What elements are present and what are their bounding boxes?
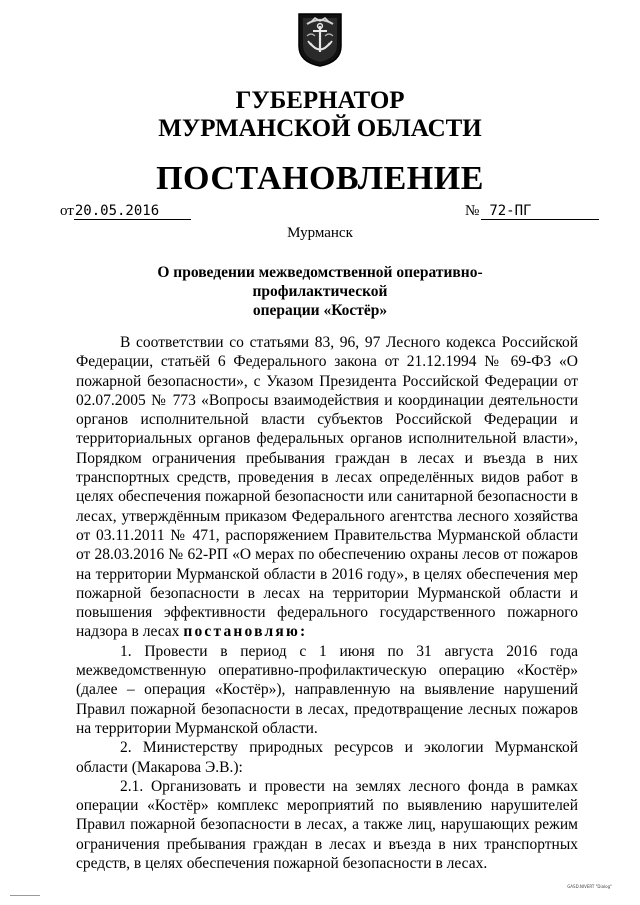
body-paragraph-preamble [76, 333, 578, 642]
footer-divider [10, 895, 40, 896]
number-prefix: № [465, 203, 480, 219]
document-number: 72-ПГ [481, 203, 599, 220]
document-body [76, 333, 578, 873]
subject-line1: О проведении межведомственной оперативно-профилактической [157, 264, 483, 300]
body-paragraph-2: 2. Министерству природных ресурсов и экологии Мурманской области (Макарова Э.В.): [76, 739, 578, 776]
decree-word: постановляю: [183, 623, 308, 641]
coat-of-arms-icon [297, 12, 343, 68]
footer-system-code: GASD.NIVERT "Dialog" [567, 884, 612, 889]
body-paragraph-1: 1. Провести в период с 1 июня по 31 августа 2016 года межведомственную оперативно-профилактическую операцию «Костёр» (далее – операция «Костёр»), направленную на выявление нарушений Правил пожарной безопасности в лесах, предотвращение лесных пожаров на территории Мурманской области. [76, 642, 578, 737]
subject-line2: операции «Костёр» [252, 302, 388, 319]
preamble-text: В соответствии со статьями 83, 96, 97 Лесного кодекса Российской Федерации, статьёй 6 Федерального закона от 21.12.1994 № 69-ФЗ «О пожарной безопасности», с Указом Президента Российской Федерации от 02.07.2005 № 773 «Вопросы взаимодействия и координации деятельности органов исполнительной власти субъектов Российской Федерации и территориальных органов федеральных органов исполнительной власти», Порядком ограничения пребывания граждан в лесах и въезда в них транспортных средств, проведения в лесах определённых видов работ в целях обеспечения пожарной безопасности или санитарной безопасности в лесах, утверждённым приказом Федерального агентства лесного хозяйства от 03.11.2011 № 471, распоряжением Правительства Мурманской области от 28.03.2016 № 62-РП «О мерах по обеспечению охраны лесов от пожаров на территории Мурманской области в 2016 году», в целях обеспечения мер пожарной безопасности в лесах на территории Мурманской области и повышения эффективности федерального государственного пожарного надзора в лесах [76, 334, 578, 641]
issuer-title-line2: МУРМАНСКОЙ ОБЛАСТИ [158, 115, 482, 142]
date-prefix: от [60, 203, 74, 219]
document-number-row [465, 203, 599, 220]
document-date-row [60, 203, 191, 220]
document-date: 20.05.2016 [74, 203, 191, 220]
issuer-title-line1: ГУБЕРНАТОР [235, 87, 405, 114]
document-type-title: ПОСТАНОВЛЕНИЕ [156, 160, 484, 197]
issue-city: Мурманск [287, 225, 353, 241]
document-subject [90, 263, 550, 320]
body-paragraph-2-1: 2.1. Организовать и провести на землях лесного фонда в рамках операции «Костёр» комплекс мероприятий по выявлению нарушителей Правил пожарной безопасности в лесах, а также лиц, нарушающих режим ограничения пребывания граждан в лесах и въезда в них транспортных средств, в целях обеспечения пожарной безопасности в лесах. [76, 777, 578, 873]
